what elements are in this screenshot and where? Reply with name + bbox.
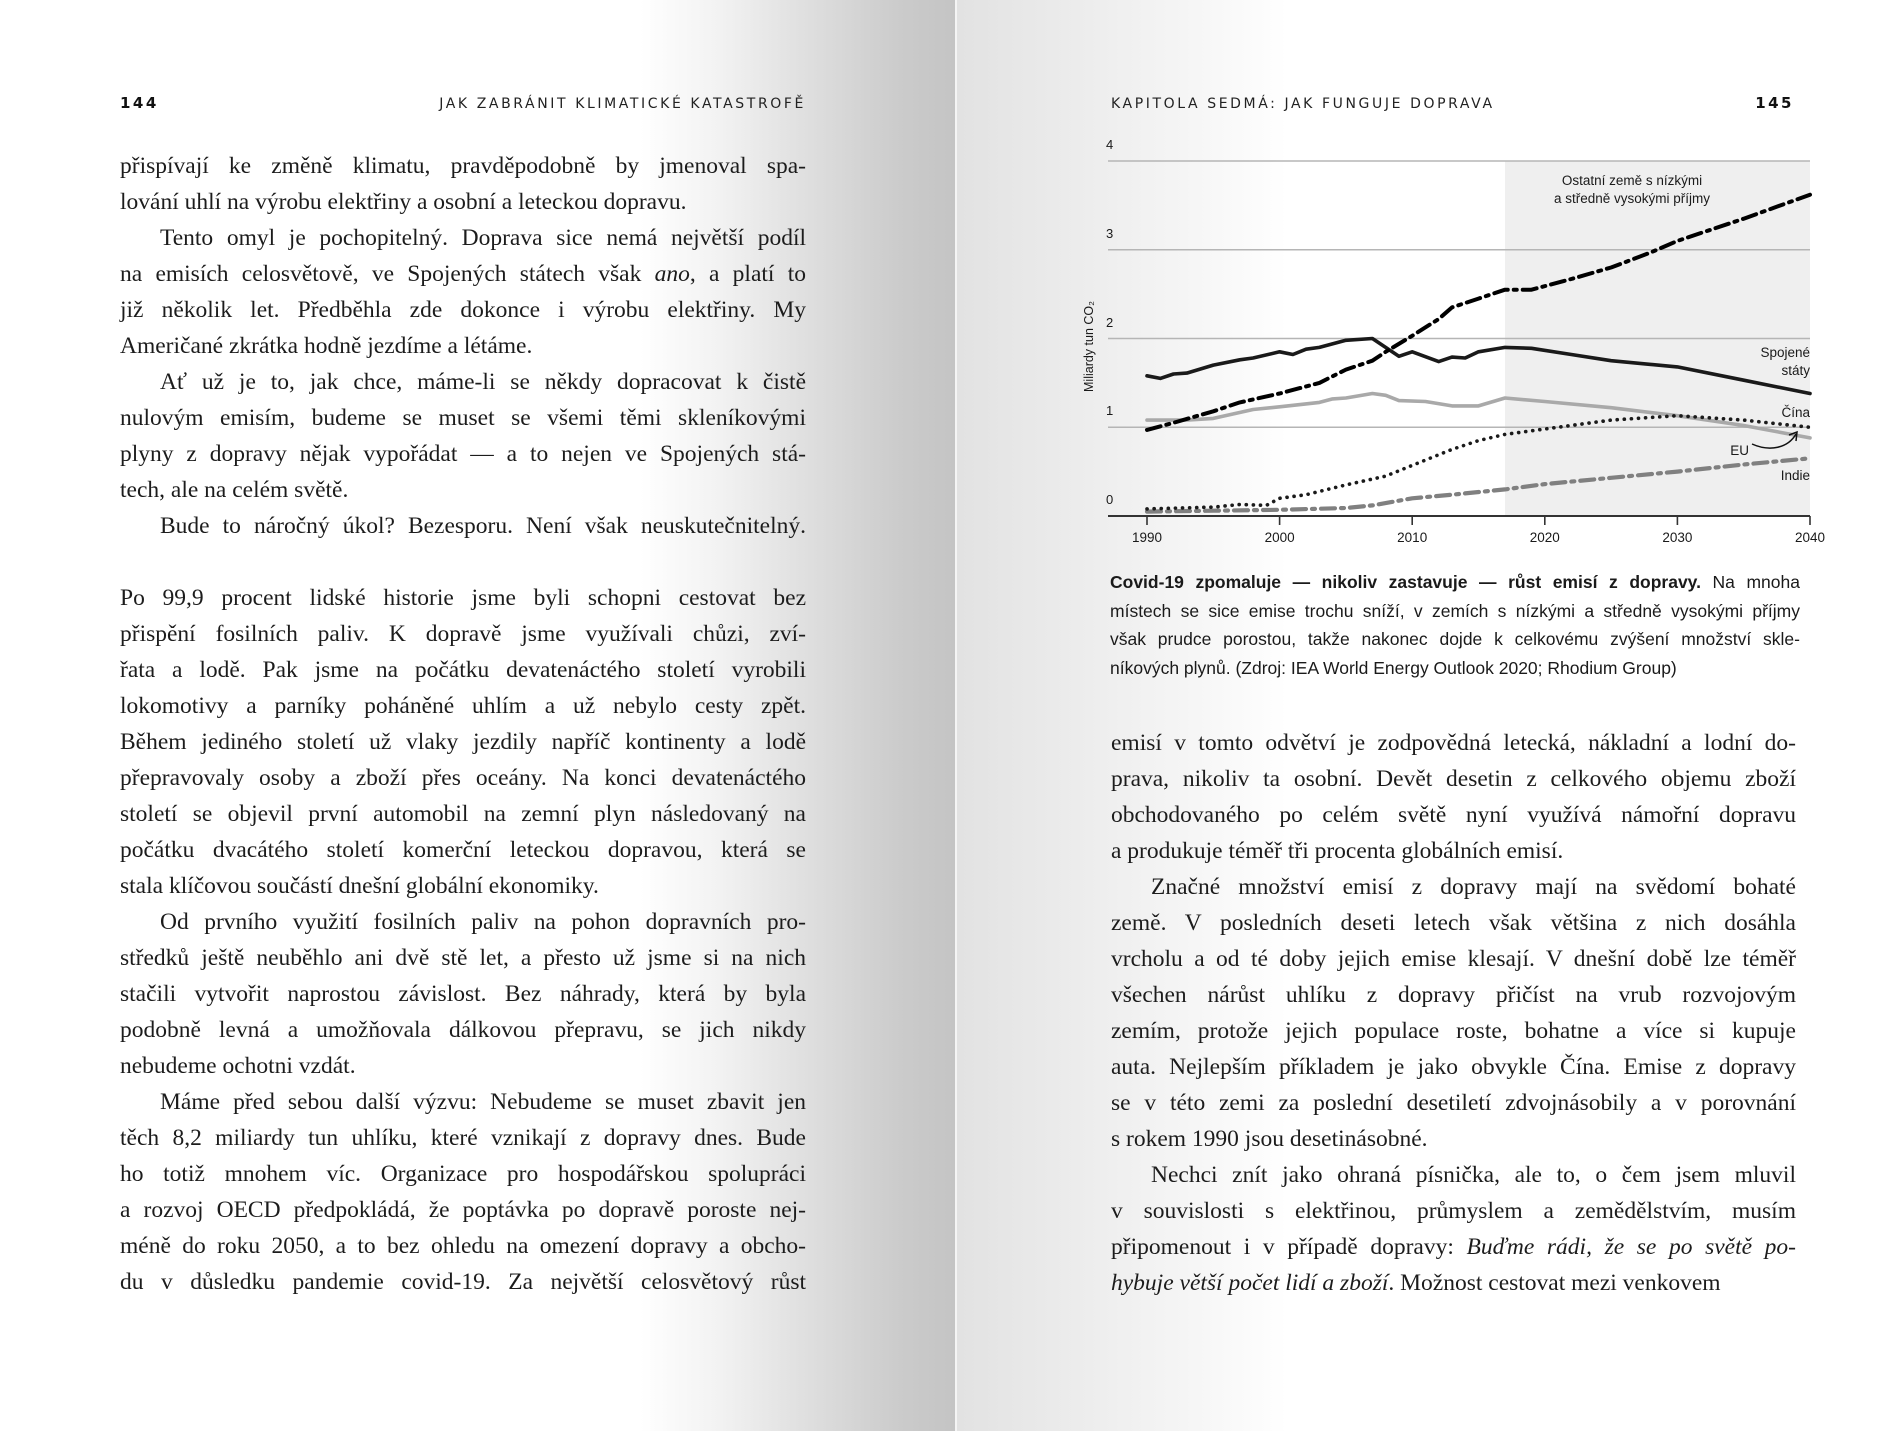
text-line: obchodovaného po celém světě nyní využívá námořní dopravu	[1111, 802, 1796, 828]
y-tick-label: 0	[1106, 492, 1114, 507]
text-line: století se objevil první automobil na zemní plyn následovaný na	[120, 801, 806, 827]
text-line: plyny z dopravy nějak vypořádat — a to nejen ve Spojených stá-	[120, 441, 806, 467]
x-tick-label: 2040	[1794, 530, 1826, 545]
text-line: připomenout i v případě dopravy: Buďme rádi, že se po světě po-	[1111, 1234, 1797, 1260]
text-line: stačili vytvořit naprostou závislost. Bez náhrady, která by byla	[120, 981, 806, 1007]
text-line: Ať už je to, jak chce, máme-li se někdy dopracovat k čistě	[160, 369, 806, 395]
text-line: Po 99,9 procent lidské historie jsme byli schopni cestovat bez	[120, 585, 806, 611]
label-india: Indie	[1780, 468, 1810, 483]
x-tick-label: 1990	[1131, 530, 1163, 545]
text-line: lokomotivy a parníky poháněné uhlím a už nebylo cesty zpět.	[120, 693, 806, 719]
text-line: řata a lodě. Pak jsme na počátku devatenáctého století vyrobili	[120, 657, 806, 683]
right-page-body	[1111, 725, 1796, 1301]
y-tick-label: 1	[1106, 403, 1114, 419]
text-line: těch 8,2 miliardy tun uhlíku, které vznikají z dopravy dnes. Bude	[120, 1125, 806, 1151]
text-line: lování uhlí na výrobu elektřiny a osobní a leteckou dopravu.	[120, 189, 687, 215]
text-line: přispění fosilních paliv. K dopravě jsme využívali chůzi, zví-	[120, 621, 806, 647]
text-line: stala klíčovou součástí dnešní globální ekonomiky.	[120, 873, 599, 899]
y-axis-label: Miliardy tun CO₂	[1082, 301, 1096, 392]
text-line: všechen nárůst uhlíku z dopravy přičíst na vrub rozvojovým	[1111, 982, 1796, 1008]
text-line: v souvislosti s elektřinou, průmyslem a zemědělstvím, musím	[1111, 1198, 1796, 1224]
text-line: přispívají ke změně klimatu, pravděpodobně by jmenoval spa-	[120, 153, 806, 179]
label-china: Čína	[1781, 405, 1810, 420]
text-line: du v důsledku pandemie covid-19. Za největší celosvětový růst	[120, 1269, 806, 1295]
text-line: vrcholu a od té doby jejich emise klesají. V dnešní době lze téměř	[1111, 946, 1796, 972]
text-line: Nechci znít jako ohraná písnička, ale to, o čem jsem mluvil	[1151, 1162, 1796, 1188]
x-tick-label: 2020	[1529, 530, 1560, 545]
text-line: auta. Nejlepším příkladem je jako obvykle Čína. Emise z dopravy	[1111, 1054, 1796, 1080]
x-tick-label: 2010	[1397, 530, 1428, 545]
text-line: na emisích celosvětově, ve Spojených státech však ano, a platí to	[120, 261, 806, 287]
x-tick-label: 2000	[1264, 530, 1295, 545]
label-united-states: Spojené státy	[1760, 345, 1810, 378]
y-tick-label: 2	[1106, 314, 1114, 330]
text-line: nulovým emisím, budeme se muset se všemi těmi skleníkovými	[120, 405, 806, 431]
text-line: prava, nikoliv ta osobní. Devět desetin z celkového objemu zboží	[1111, 766, 1796, 792]
text-line: zemím, protože jejich populace roste, bohatne a více si kupuje	[1111, 1018, 1796, 1044]
text-line: hybuje větší počet lidí a zboží. Možnost cestovat mezi venkovem	[1111, 1270, 1721, 1296]
text-line: Bude to náročný úkol? Bezesporu. Není však neuskutečnitelný.	[160, 513, 806, 539]
label-other-countries: Ostatní země s nízkými a středně vysokými příjmy	[1553, 173, 1710, 206]
text-line: ho totiž mnohem víc. Organizace pro hospodářskou spolupráci	[120, 1161, 806, 1187]
text-line: počátku dvacátého století komerční leteckou dopravou, která se	[120, 837, 806, 863]
paragraph-gap	[120, 544, 806, 580]
x-tick-label: 2030	[1662, 530, 1693, 545]
text-line: země. V posledních deseti letech však většina z nich dosáhla	[1111, 910, 1796, 936]
text-line: Během jediného století už vlaky jezdily napříč kontinenty a lodě	[120, 729, 806, 755]
running-head-left: JAK ZABRÁNIT KLIMATICKÉ KATASTROFĚ	[439, 96, 806, 112]
label-eu: EU	[1730, 443, 1749, 458]
chart-plot-area	[1070, 130, 1850, 570]
page-number-right: 145	[1755, 94, 1794, 112]
emissions-chart	[1070, 130, 1850, 570]
running-head-right: KAPITOLA SEDMÁ: JAK FUNGUJE DOPRAVA	[1111, 96, 1495, 112]
y-tick-label: 3	[1106, 225, 1114, 241]
text-line: podobně levná a umožňovala dálkovou přepravu, se jich nikdy	[120, 1017, 806, 1043]
text-line: Od prvního využití fosilních paliv na pohon dopravních pro-	[160, 909, 806, 935]
figure-caption: Covid-19 zpomaluje — nikoliv zastavuje — růst emisí z dopravy. Na mnoha místech se sice emise trochu sníží, v zemích s nízkými a středně vysokými příjmy však prudce porostou, takže nakonec dojde k celkovému zvýšení množství skle- níkových plynů. (Zdroj: IEA World Energy Outlook 2020; Rhodium Group)	[1110, 572, 1800, 678]
book-gutter	[955, 0, 957, 1431]
text-line: Američané zkrátka hodně jezdíme a létáme.	[120, 333, 533, 359]
text-line: a rozvoj OECD předpokládá, že poptávka po dopravě poroste nej-	[120, 1197, 806, 1223]
caption-title: Covid-19 zpomaluje — nikoliv zastavuje — růst emisí z dopravy.	[1110, 572, 1701, 592]
text-line: a produkuje téměř tři procenta globálních emisí.	[1111, 838, 1564, 864]
text-line: Máme před sebou další výzvu: Nebudeme se muset zbavit jen	[160, 1089, 806, 1115]
left-page-body	[120, 148, 806, 1300]
text-line: Značné množství emisí z dopravy mají na svědomí bohaté	[1151, 874, 1796, 900]
page-number-left: 144	[120, 94, 159, 112]
text-line: přepravovaly osoby a zboží přes oceány. Na konci devatenáctého	[120, 765, 806, 791]
text-line: Tento omyl je pochopitelný. Doprava sice nemá největší podíl	[160, 225, 806, 251]
text-line: již několik let. Předběhla zde dokonce i výrobu elektřiny. My	[120, 297, 806, 323]
text-line: emisí v tomto odvětví je zodpovědná letecká, nákladní a lodní do-	[1111, 730, 1796, 756]
text-line: nebudeme ochotni vzdát.	[120, 1053, 356, 1079]
text-line: středků ještě neuběhlo ani dvě stě let, a přesto už jsme si na nich	[120, 945, 806, 971]
text-line: méně do roku 2050, a to bez ohledu na omezení dopravy a obcho-	[120, 1233, 806, 1259]
text-line: se v této zemi za poslední desetiletí zdvojnásobily a v porovnání	[1111, 1090, 1796, 1116]
text-line: s rokem 1990 jsou desetinásobné.	[1111, 1126, 1428, 1152]
y-tick-label: 4	[1106, 137, 1114, 152]
text-line: tech, ale na celém světě.	[120, 477, 349, 503]
